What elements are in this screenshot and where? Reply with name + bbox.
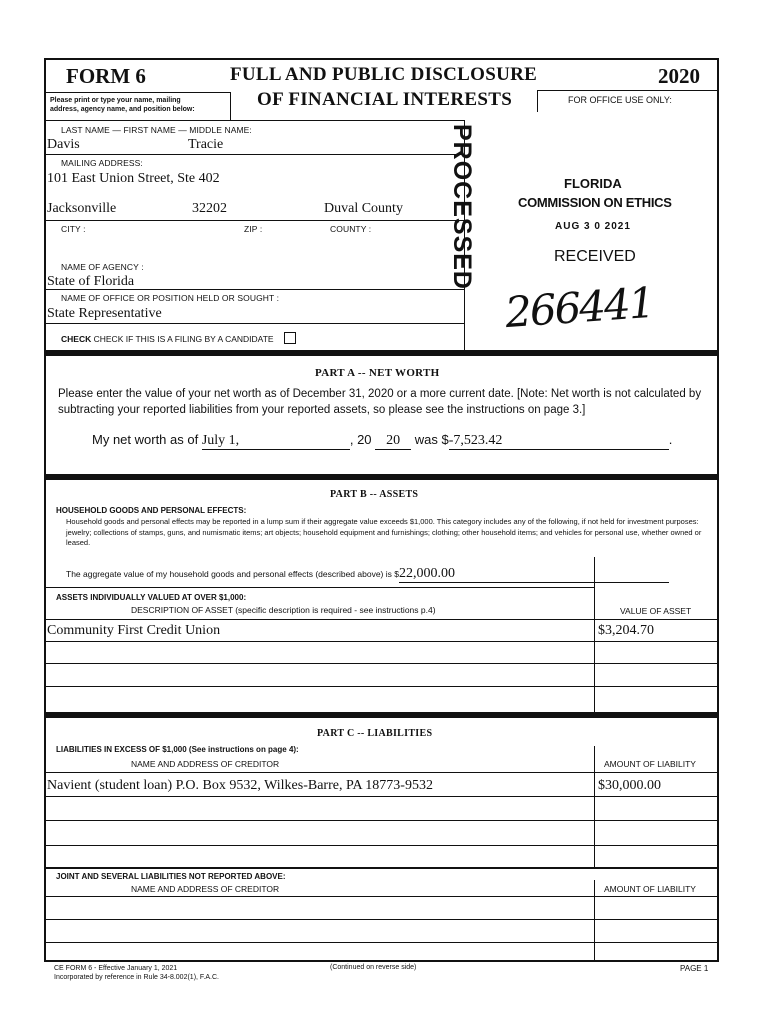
handwritten-number: 266441	[503, 277, 655, 338]
part-a-instructions: Please enter the value of your net worth as of December 31, 2020 or a more current date. [Note: Net worth is not calculated by subtracting your reported liabilities from your reported assets, so please see the instructions on page 3.]	[58, 388, 702, 416]
title-line2: OF FINANCIAL INTERESTS	[257, 89, 513, 110]
form-label: FORM 6	[66, 64, 146, 88]
aggregate-line: The aggregate value of my household goods and personal effects (described above) is $22,000.00	[66, 566, 669, 583]
first-name-value: Tracie	[188, 137, 224, 152]
household-text: Household goods and personal effects may be reported in a lump sum if their aggregate value exceeds $1,000. This category includes any of the following, if not held for investment purposes: jewelry; collections of stamps, guns, and numismatic items; art objects; household equipment and furnishings; clothing; other household items; and vehicles for personal use, whether owned or leased.	[66, 517, 702, 547]
received-stamp: RECEIVED	[554, 248, 636, 265]
part-b-title: PART B -- ASSETS	[330, 489, 419, 500]
part-c-title: PART C -- LIABILITIES	[317, 728, 433, 739]
processed-stamp	[448, 122, 478, 292]
commission-stamp-line2: COMMISSION ON ETHICS	[518, 195, 672, 210]
net-worth-date: July 1,	[202, 433, 350, 450]
assets-heading: ASSETS INDIVIDUALLY VALUED AT OVER $1,000:	[56, 593, 247, 602]
city-label: CITY :	[61, 224, 86, 234]
commission-stamp-line1: FLORIDA	[564, 176, 622, 191]
svg-text:PROCESSED: PROCESSED	[448, 124, 476, 290]
joint-liabilities-heading: JOINT AND SEVERAL LIABILITIES NOT REPORTED ABOVE:	[56, 872, 286, 881]
candidate-label: CHECK CHECK IF THIS IS A FILING BY A CANDIDATE	[61, 334, 274, 344]
title-line1: FULL AND PUBLIC DISCLOSURE	[230, 64, 538, 85]
asset-row-1-desc: Community First Credit Union	[47, 623, 221, 638]
footer-page: PAGE 1	[680, 964, 709, 973]
county-value: Duval County	[324, 201, 403, 216]
part-a-title: PART A -- NET WORTH	[315, 367, 440, 379]
footer-form-info: CE FORM 6 - Effective January 1, 2021 Incorporated by reference in Rule 34-8.002(1), F.A.C.	[54, 965, 219, 981]
street-value: 101 East Union Street, Ste 402	[47, 171, 220, 186]
zip-value: 32202	[192, 201, 227, 216]
agency-label: NAME OF AGENCY :	[61, 262, 144, 272]
liability-name-header: NAME AND ADDRESS OF CREDITOR	[131, 759, 280, 769]
liability-amount-header: AMOUNT OF LIABILITY	[604, 759, 696, 769]
mailing-label: MAILING ADDRESS:	[61, 158, 143, 168]
county-label: COUNTY :	[330, 224, 372, 234]
liabilities-heading: LIABILITIES IN EXCESS OF $1,000 (See instructions on page 4):	[56, 745, 299, 754]
candidate-checkbox[interactable]	[284, 332, 296, 344]
received-date: AUG 3 0 2021	[555, 221, 631, 232]
asset-desc-header: DESCRIPTION OF ASSET (specific description is required - see instructions p.4)	[131, 605, 436, 615]
asset-row-1-value: $3,204.70	[598, 623, 654, 638]
zip-label: ZIP :	[244, 224, 263, 234]
net-worth-amount: -7,523.42	[449, 433, 669, 450]
joint-amount-header: AMOUNT OF LIABILITY	[604, 884, 696, 894]
liability-row-1-creditor: Navient (student loan) P.O. Box 9532, Wilkes-Barre, PA 18773-9532	[47, 778, 433, 793]
footer-continued: (Continued on reverse side)	[330, 964, 417, 971]
agency-value: State of Florida	[47, 274, 135, 289]
office-use-label: FOR OFFICE USE ONLY:	[568, 95, 672, 105]
household-heading: HOUSEHOLD GOODS AND PERSONAL EFFECTS:	[56, 506, 247, 515]
asset-value-header: VALUE OF ASSET	[620, 606, 692, 616]
office-label: NAME OF OFFICE OR POSITION HELD OR SOUGHT :	[61, 293, 280, 303]
office-value: State Representative	[47, 306, 162, 321]
name-label: LAST NAME — FIRST NAME — MIDDLE NAME:	[61, 125, 252, 135]
print-instructions: Please print or type your name, mailing address, agency name, and position below:	[50, 97, 195, 113]
liability-row-1-amount: $30,000.00	[598, 778, 661, 793]
aggregate-value: 22,000.00	[399, 566, 669, 583]
joint-name-header: NAME AND ADDRESS OF CREDITOR	[131, 884, 280, 894]
net-worth-line: My net worth as of July 1, , 20 20 was $-7,523.42 .	[92, 432, 673, 448]
last-name-value: Davis	[47, 137, 80, 152]
city-value: Jacksonville	[47, 201, 117, 216]
form-year: 2020	[658, 64, 700, 88]
net-worth-year: 20	[375, 433, 411, 450]
